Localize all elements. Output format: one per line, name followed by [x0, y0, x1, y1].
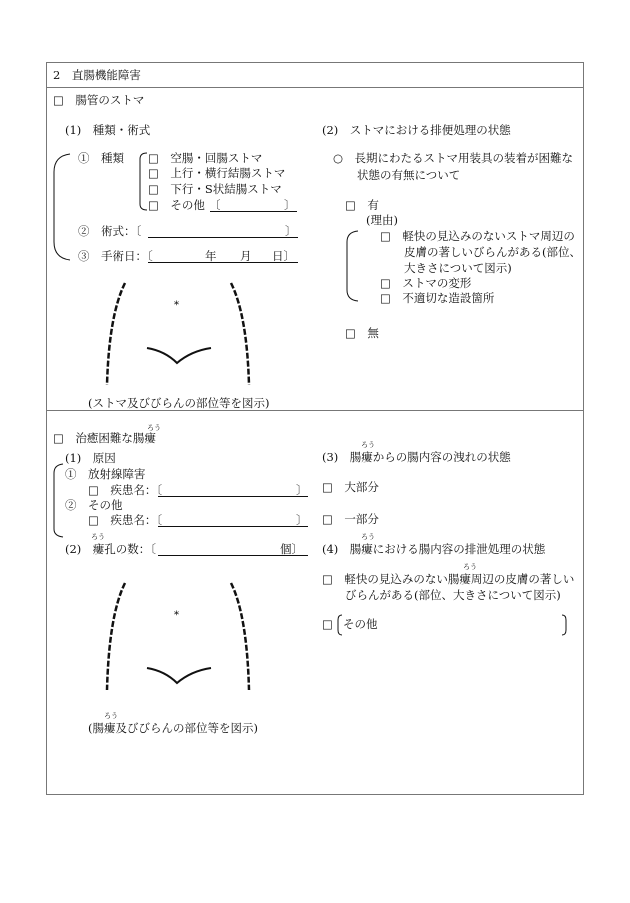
cause-heading: (1) 原因 [65, 451, 116, 465]
reason-text: 大きさについて図示) [404, 261, 512, 275]
figure-caption: (ストマ及びびらんの部位等を図示) [88, 396, 270, 410]
type-label: ① 種類 [78, 151, 124, 165]
question-text: ○ 長期にわたるストマ用装具の装着が困難な [333, 151, 574, 165]
ruby: ろう [463, 563, 477, 571]
figure-caption: (腸瘻及びびらんの部位等を図示) [88, 721, 258, 735]
method-input[interactable] [148, 237, 298, 238]
bracket: 〕 [296, 513, 308, 527]
reason-deformity[interactable]: □ ストマの変形 [380, 276, 472, 290]
year-label: 年 [205, 249, 217, 263]
no-checkbox[interactable]: □ 無 [345, 326, 379, 340]
body-diagram[interactable] [95, 575, 255, 700]
type-option-jejunum[interactable]: □ 空腸・回腸ストマ [148, 151, 263, 165]
fistula-count-input[interactable] [158, 555, 308, 556]
fistula-count-label: (2) 瘻孔の数：〔 [65, 542, 157, 556]
reason-label: (理由) [366, 213, 398, 227]
divider [46, 87, 584, 88]
ruby: ろう [104, 712, 118, 720]
divider [46, 410, 584, 411]
type-method-heading: (1) 種類・術式 [65, 123, 151, 137]
svg-text:*: * [174, 610, 179, 621]
stoma-checkbox[interactable]: □ 腸管のストマ [53, 93, 145, 107]
type-bracket [138, 152, 148, 212]
excretion-other-checkbox[interactable]: □ [322, 617, 333, 631]
leakage-heading: (3) 腸瘻からの腸内容の洩れの状態 [322, 450, 511, 464]
bracket: 〕 [285, 224, 297, 238]
ruby: ろう [361, 533, 375, 541]
disease-checkbox-2[interactable]: □ 疾患名：〔 [88, 513, 163, 527]
day-label: 日〕 [272, 249, 295, 263]
section-title: 2 直腸機能障害 [53, 68, 141, 82]
cause-radiation: ① 放射線障害 [65, 467, 146, 481]
left-bracket [52, 152, 72, 262]
excretion-erosion-checkbox[interactable]: □ 軽快の見込みのない腸瘻周辺の皮膚の著しい [322, 572, 575, 586]
cause-other: ② その他 [65, 498, 123, 512]
type-option-other[interactable]: □ その他 [148, 198, 205, 212]
excretion-other-label[interactable]: その他 [343, 617, 378, 631]
bracket: 〔 [209, 198, 221, 212]
cause-bracket [52, 463, 64, 538]
excretion-heading: (4) 腸瘻における腸内容の排泄処理の状態 [322, 542, 546, 556]
ruby: ろう [91, 533, 105, 541]
disease-checkbox-1[interactable]: □ 疾患名：〔 [88, 483, 163, 497]
bracket: 〕 [284, 198, 296, 212]
unit-label: 個〕 [280, 542, 303, 556]
reason-erosion[interactable]: □ 軽快の見込みのないストマ周辺の [380, 229, 575, 243]
reason-placement[interactable]: □ 不適切な造設箇所 [380, 291, 495, 305]
disease-input-1[interactable] [158, 496, 308, 497]
leakage-most-checkbox[interactable]: □ 大部分 [322, 480, 379, 494]
type-option-sigmoid[interactable]: □ 下行・S状結腸ストマ [148, 182, 282, 196]
svg-text:*: * [174, 300, 179, 311]
surgery-date-input[interactable] [148, 262, 298, 263]
fistula-checkbox[interactable]: □ 治癒困難な腸瘻 [53, 431, 156, 445]
reason-text: 皮膚の著しいびらんがある(部位、 [404, 245, 581, 259]
option-text: びらんがある(部位、大きさについて図示) [345, 588, 561, 602]
month-label: 月 [240, 249, 252, 263]
leakage-partial-checkbox[interactable]: □ 一部分 [322, 512, 379, 526]
ruby: ろう [147, 424, 161, 432]
reason-bracket [345, 230, 359, 302]
type-option-transverse[interactable]: □ 上行・横行結腸ストマ [148, 166, 286, 180]
yes-checkbox[interactable]: □ 有 [345, 198, 379, 212]
question-text: 状態の有無について [357, 168, 461, 182]
method-label: ② 術式：〔 [78, 224, 142, 238]
disease-input-2[interactable] [158, 526, 308, 527]
body-diagram[interactable] [95, 275, 255, 395]
type-other-input[interactable] [210, 211, 297, 212]
ruby: ろう [361, 441, 375, 449]
bracket: 〕 [296, 483, 308, 497]
defecation-heading: (2) ストマにおける排便処理の状態 [322, 123, 511, 137]
surgery-date-label: ③ 手術日：〔 [78, 249, 153, 263]
